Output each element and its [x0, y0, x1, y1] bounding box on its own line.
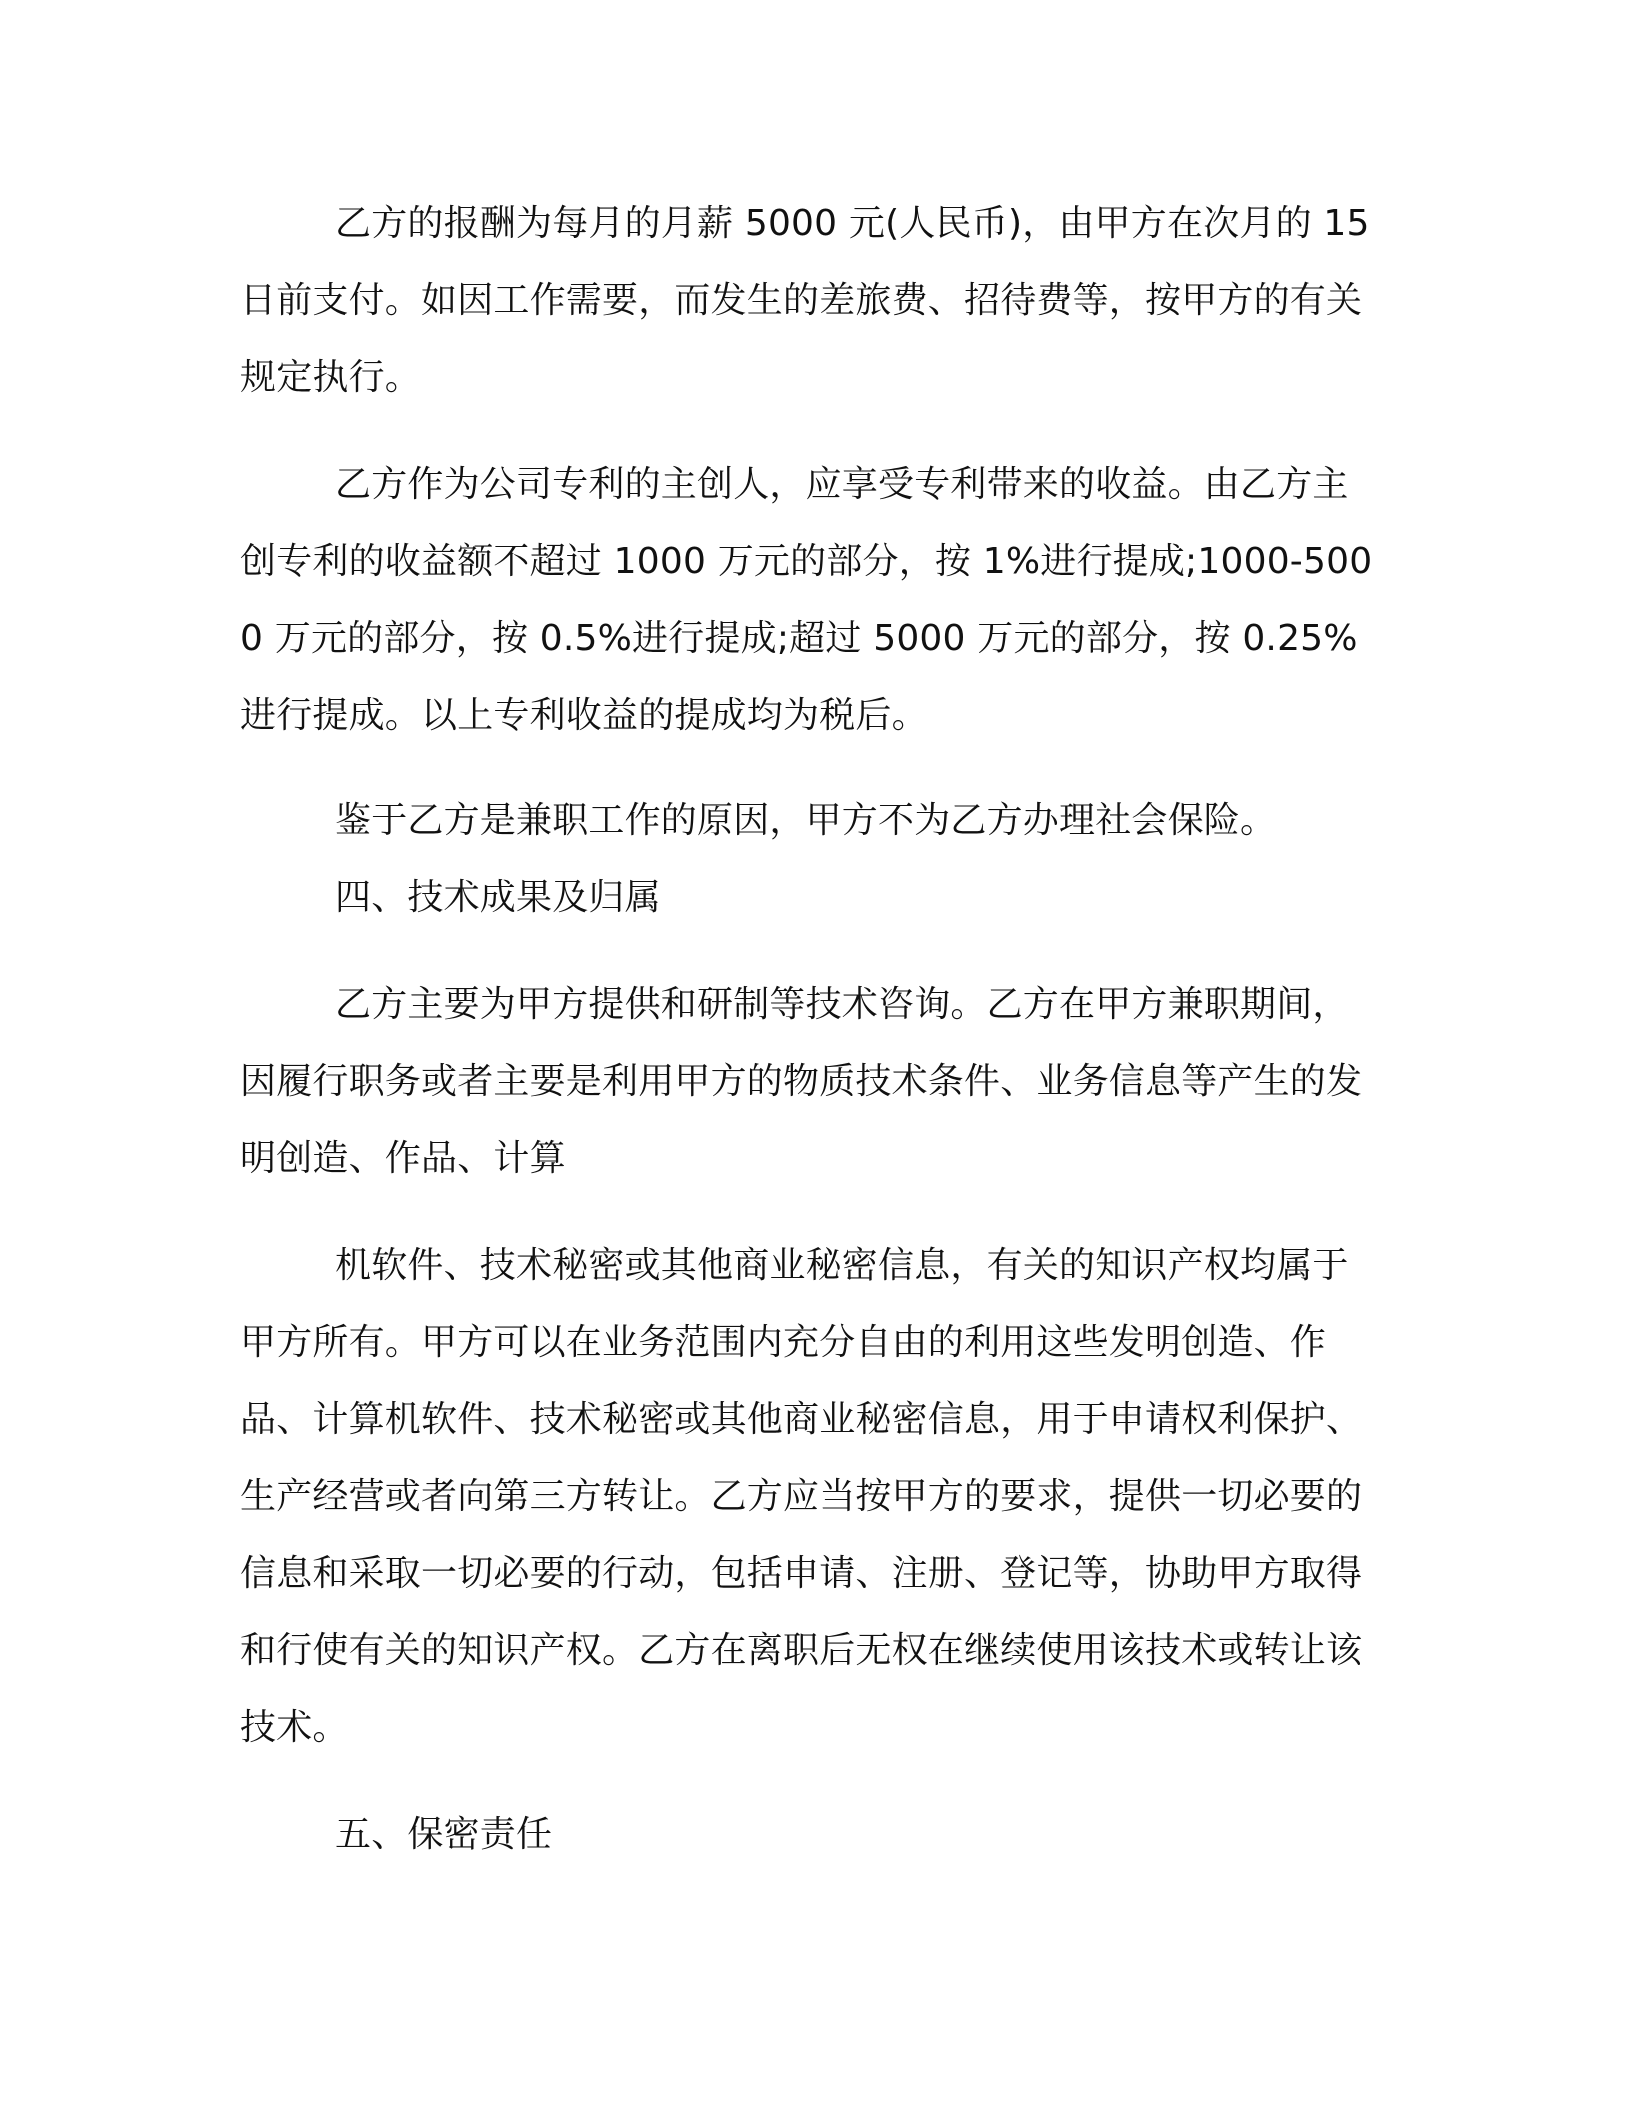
paragraph-compensation: 乙方的报酬为每月的月薪 5000 元(人民币)，由甲方在次月的 15 日前支付。如因工作需要，而发生的差旅费、招待费等，按甲方的有关规定执行。	[240, 203, 1370, 398]
section-heading-4: 四、技术成果及归属	[335, 877, 661, 918]
paragraph-ip-ownership: 机软件、技术秘密或其他商业秘密信息，有关的知识产权均属于甲方所有。甲方可以在业务范围内充分自由的利用这些发明创造、作品、计算机软件、技术秘密或其他商业秘密信息，用于申请权利保护、生产经营或者向第三方转让。乙方应当按甲方的要求，提供一切必要的信息和采取一切必要的行动，包括申请、注册、登记等，协助甲方取得和行使有关的知识产权。乙方在离职后无权在继续使用该技术或转让该技术。	[240, 1245, 1363, 1748]
section-heading-5: 五、保密责任	[335, 1814, 553, 1855]
paragraph-social-insurance: 鉴于乙方是兼职工作的原因，甲方不为乙方办理社会保险。	[335, 800, 1277, 841]
paragraph-patent-royalty: 乙方作为公司专利的主创人，应享受专利带来的收益。由乙方主创专利的收益额不超过 1000 万元的部分，按 1%进行提成;1000-5000 万元的部分，按 0.5%进行提成;超过 5000 万元的部分，按 0.25%进行提成。以上专利收益的提成均为税后。	[240, 464, 1373, 736]
document-body	[240, 185, 1380, 1873]
paragraph-tech-results: 乙方主要为甲方提供和研制等技术咨询。乙方在甲方兼职期间，因履行职务或者主要是利用甲方的物质技术条件、业务信息等产生的发明创造、作品、计算	[240, 984, 1363, 1179]
